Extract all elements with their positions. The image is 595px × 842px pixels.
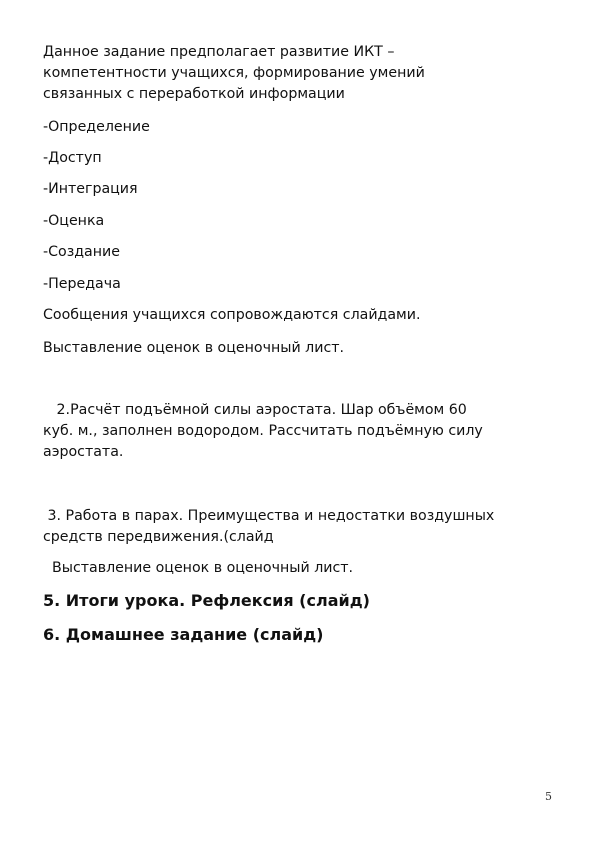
grading-note-2: Выставление оценок в оценочный лист.	[43, 560, 354, 576]
task3-line-1: 3. Работа в парах. Преимущества и недостатки воздушных	[43, 508, 495, 524]
page-number: 5	[545, 790, 552, 803]
task2-line-3: аэростата.	[43, 444, 124, 460]
list-item-access: -Доступ	[43, 150, 102, 166]
heading-homework: 6. Домашнее задание (слайд)	[43, 625, 324, 644]
intro-line-1: Данное задание предполагает развитие ИКТ –	[43, 44, 395, 60]
list-item-creation: -Создание	[43, 244, 120, 260]
slides-note: Сообщения учащихся сопровождаются слайдами.	[43, 307, 421, 323]
list-item-transfer: -Передача	[43, 276, 121, 292]
task2-line-1: 2.Расчёт подъёмной силы аэростата. Шар объёмом 60	[43, 402, 467, 418]
list-item-definition: -Определение	[43, 119, 150, 135]
list-item-evaluation: -Оценка	[43, 213, 105, 229]
task2-line-2: куб. м., заполнен водородом. Рассчитать подъёмную силу	[43, 423, 483, 439]
task3-line-2: средств передвижения.(слайд	[43, 529, 274, 545]
list-item-integration: -Интеграция	[43, 181, 138, 197]
heading-lesson-summary: 5. Итоги урока. Рефлексия (слайд)	[43, 591, 370, 610]
intro-line-3: связанных с переработкой информации	[43, 86, 345, 102]
intro-line-2: компетентности учащихся, формирование умений	[43, 65, 425, 81]
grading-note-1: Выставление оценок в оценочный лист.	[43, 340, 345, 356]
